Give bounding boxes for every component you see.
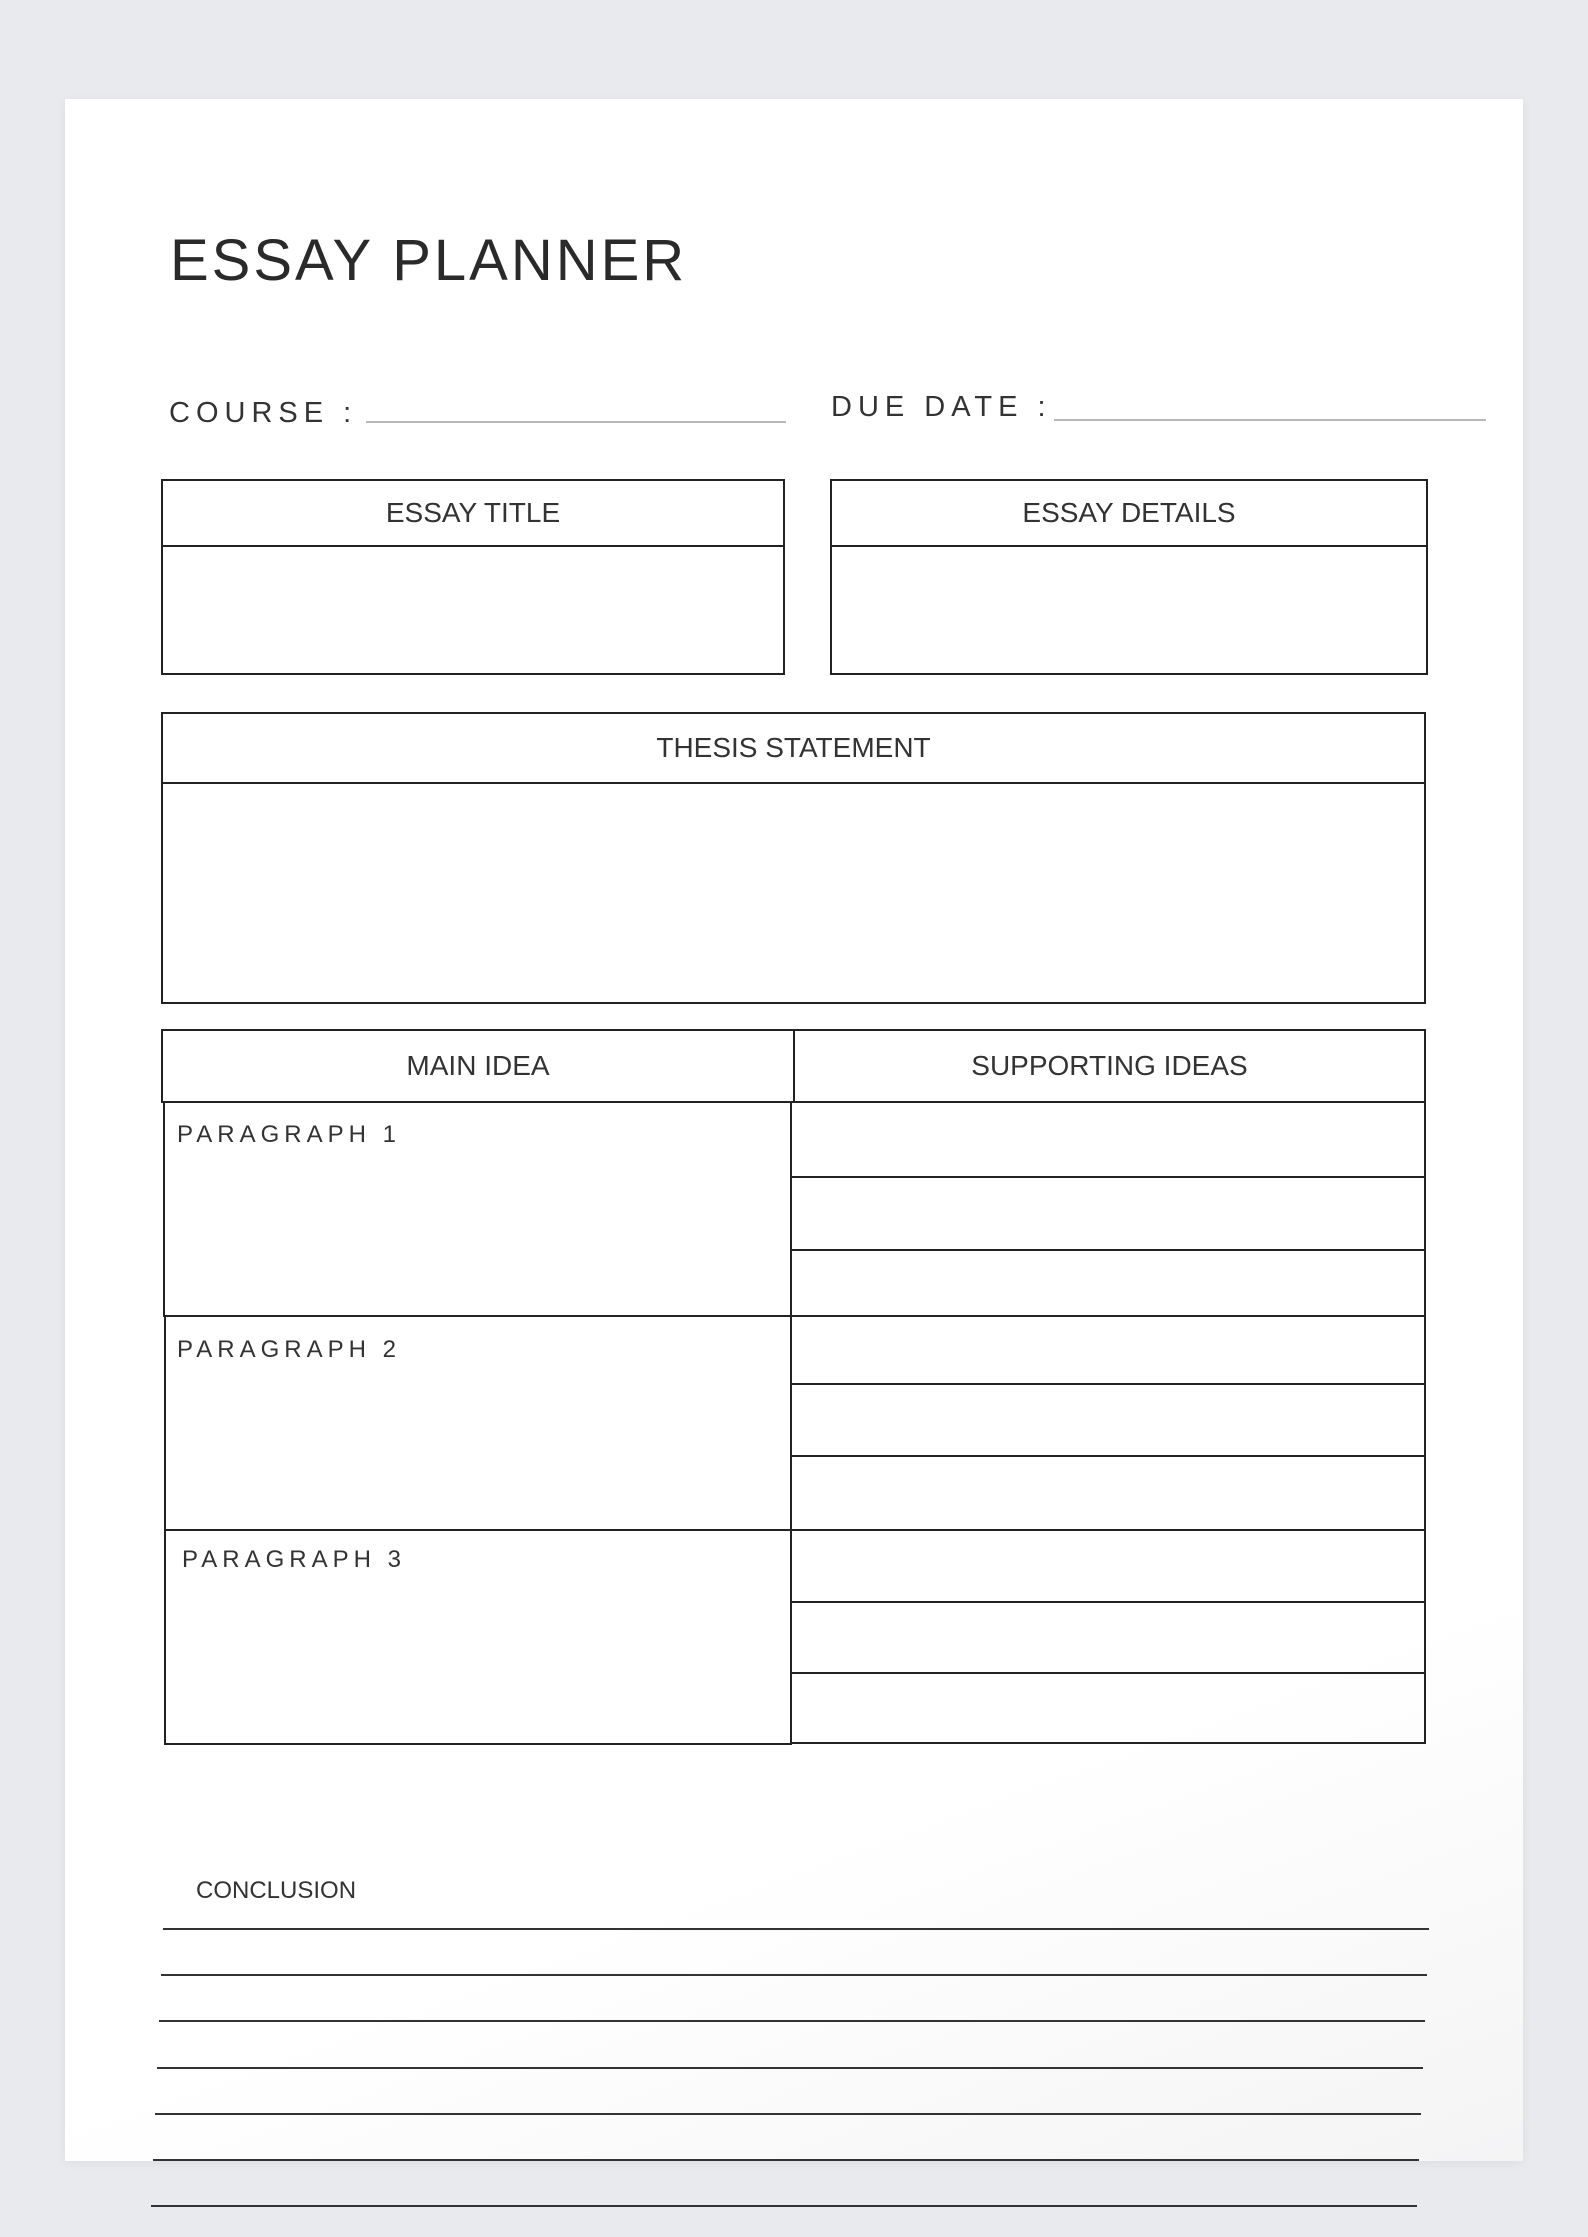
due-date-field[interactable] xyxy=(1054,419,1486,421)
supporting-idea-row[interactable] xyxy=(792,1601,1424,1672)
main-idea-header: MAIN IDEA xyxy=(161,1029,795,1103)
supporting-idea-row[interactable] xyxy=(792,1383,1424,1455)
paragraph-3-label: PARAGRAPH 3 xyxy=(182,1546,406,1573)
page-title: ESSAY PLANNER xyxy=(170,228,688,293)
supporting-ideas-column xyxy=(790,1101,1426,1744)
planner-sheet xyxy=(65,99,1523,2161)
course-field[interactable] xyxy=(366,421,786,423)
paragraph-2-label: PARAGRAPH 2 xyxy=(177,1336,401,1363)
conclusion-line[interactable] xyxy=(161,1974,1427,1976)
supporting-idea-row[interactable] xyxy=(792,1315,1424,1383)
thesis-statement-header: THESIS STATEMENT xyxy=(163,714,1424,784)
paragraph-1-label: PARAGRAPH 1 xyxy=(177,1121,401,1148)
course-label: COURSE : xyxy=(169,397,358,429)
essay-details-box xyxy=(830,479,1428,675)
thesis-statement-box xyxy=(161,712,1426,1004)
essay-title-input-area[interactable] xyxy=(163,547,783,673)
conclusion-line[interactable] xyxy=(153,2159,1419,2161)
conclusion-line[interactable] xyxy=(155,2113,1421,2115)
supporting-idea-row[interactable] xyxy=(792,1101,1424,1176)
supporting-idea-row[interactable] xyxy=(792,1529,1424,1601)
thesis-statement-input-area[interactable] xyxy=(163,784,1424,1002)
essay-details-input-area[interactable] xyxy=(832,547,1426,673)
essay-title-box xyxy=(161,479,785,675)
conclusion-line[interactable] xyxy=(151,2205,1417,2207)
conclusion-line[interactable] xyxy=(159,2020,1425,2022)
supporting-idea-row[interactable] xyxy=(792,1455,1424,1529)
due-date-label: DUE DATE : xyxy=(831,391,1052,423)
conclusion-line[interactable] xyxy=(163,1928,1429,1930)
supporting-idea-row[interactable] xyxy=(792,1176,1424,1249)
supporting-idea-row[interactable] xyxy=(792,1249,1424,1315)
supporting-idea-row[interactable] xyxy=(792,1672,1424,1742)
essay-title-header: ESSAY TITLE xyxy=(163,481,783,547)
conclusion-line[interactable] xyxy=(157,2067,1423,2069)
essay-details-header: ESSAY DETAILS xyxy=(832,481,1426,547)
conclusion-label: CONCLUSION xyxy=(196,1877,357,1904)
supporting-ideas-header: SUPPORTING IDEAS xyxy=(793,1029,1426,1103)
